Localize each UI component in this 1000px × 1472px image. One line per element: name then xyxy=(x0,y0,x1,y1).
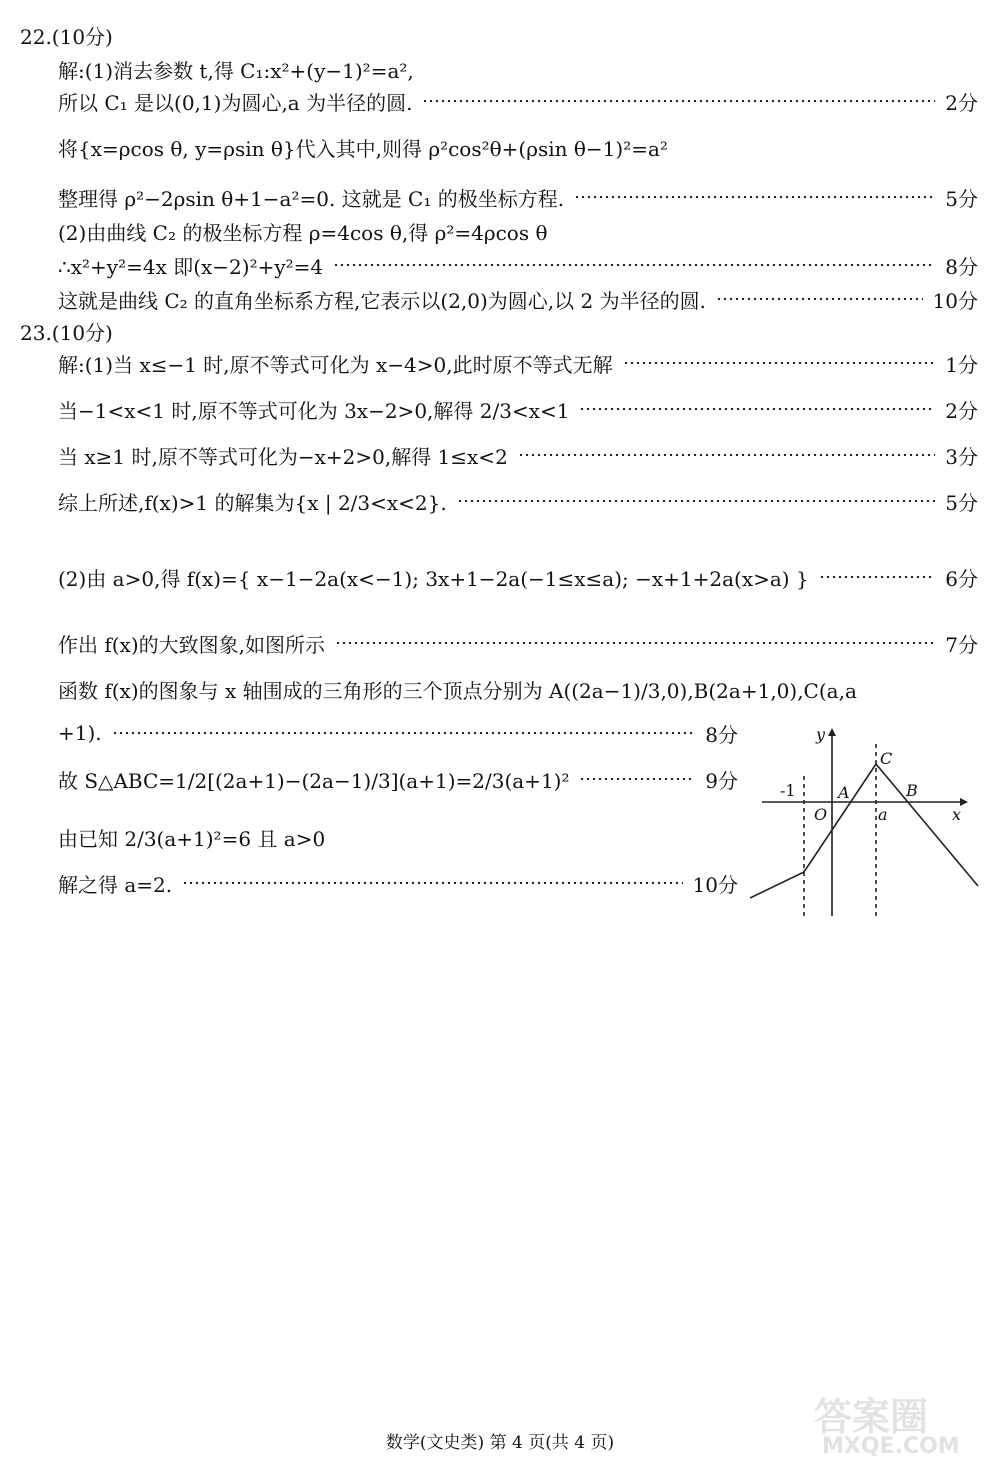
q23-line-8: +1). 8分 xyxy=(58,718,738,748)
score-label: 5分 xyxy=(945,490,978,515)
label-origin: O xyxy=(814,805,828,824)
score-label: 9分 xyxy=(705,768,738,793)
watermark-url: MXQE.COM xyxy=(822,1434,960,1459)
leader-dots xyxy=(716,298,923,300)
q23-line-2: 当−1<x<1 时,原不等式可化为 3x−2>0,解得 2/3<x<1 2分 xyxy=(58,394,978,424)
score-label: 2分 xyxy=(945,398,978,423)
label-x: x xyxy=(952,805,962,824)
leader-dots xyxy=(819,576,936,578)
y-axis-arrow xyxy=(828,728,836,736)
score-label: 5分 xyxy=(945,186,978,211)
score-label: 10分 xyxy=(932,288,978,313)
q23-line-5: (2)由 a>0,得 f(x)={ x−1−2a(x<−1); 3x+1−2a(−1≤x≤a); −x+1+2a(x>a) } 6分 xyxy=(58,562,978,592)
label-point-b: B xyxy=(906,781,918,800)
leader-dots xyxy=(574,196,935,198)
q22-line-5: (2)由曲线 C₂ 的极坐标方程 ρ=4cos θ,得 ρ²=4ρcos θ xyxy=(58,220,548,245)
leader-dots xyxy=(182,882,682,884)
q23-line-9: 故 S△ABC=1/2[(2a+1)−(2a−1)/3](a+1)=2/3(a+1)² 9分 xyxy=(58,764,738,794)
x-axis-arrow xyxy=(960,798,968,806)
leader-dots xyxy=(518,454,935,456)
q22-line-7: 这就是曲线 C₂ 的直角坐标系方程,它表示以(2,0)为圆心,以 2 为半径的圆. 10分 xyxy=(58,284,978,314)
score-label: 10分 xyxy=(692,872,738,897)
label-a: a xyxy=(878,805,888,824)
q22-line-2: 所以 C₁ 是以(0,1)为圆心,a 为半径的圆. 2分 xyxy=(58,86,978,116)
page-footer: 数学(文史类) 第 4 页(共 4 页) xyxy=(385,1433,615,1453)
score-label: 2分 xyxy=(945,90,978,115)
q23-line-3: 当 x≥1 时,原不等式可化为−x+2>0,解得 1≤x<2 3分 xyxy=(58,440,978,470)
site-watermark xyxy=(814,1386,990,1464)
label-neg-one: -1 xyxy=(780,781,796,800)
leader-dots xyxy=(422,100,935,102)
score-label: 3分 xyxy=(945,444,978,469)
watermark-title: 答案圈 xyxy=(814,1395,929,1439)
leader-dots xyxy=(333,264,935,266)
q22-line-1: 解:(1)消去参数 t,得 C₁:x²+(y−1)²=a², xyxy=(58,58,414,83)
q23-line-7: 函数 f(x)的图象与 x 轴围成的三角形的三个顶点分别为 A((2a−1)/3,0),B(2a+1,0),C(a,a xyxy=(58,678,857,703)
q22-line-6: ∴x²+y²=4x 即(x−2)²+y²=4 8分 xyxy=(58,250,978,280)
q23-line-4: 综上所述,f(x)>1 的解集为{x | 2/3<x<2}. 5分 xyxy=(58,486,978,516)
q22-line-4: 整理得 ρ²−2ρsin θ+1−a²=0. 这就是 C₁ 的极坐标方程. 5分 xyxy=(58,182,978,212)
q23-line-1: 解:(1)当 x≤−1 时,原不等式可化为 x−4>0,此时原不等式无解 1分 xyxy=(58,348,978,378)
q23-line-10: 由已知 2/3(a+1)²=6 且 a>0 xyxy=(58,826,326,851)
label-point-a: A xyxy=(838,783,850,802)
leader-dots xyxy=(335,642,935,644)
score-label: 8分 xyxy=(705,722,738,747)
leader-dots xyxy=(623,362,936,364)
leader-dots xyxy=(457,500,936,502)
q22-line-3: 将{x=ρcos θ, y=ρsin θ}代入其中,则得 ρ²cos²θ+(ρsin θ−1)²=a² xyxy=(58,136,668,161)
label-point-c: C xyxy=(880,749,893,768)
q23-line-11: 解之得 a=2. 10分 xyxy=(58,868,738,898)
q22-header: 22.(10分) xyxy=(20,24,113,49)
leader-dots xyxy=(112,732,696,734)
score-label: 1分 xyxy=(945,352,978,377)
label-y: y xyxy=(816,726,826,744)
score-label: 7分 xyxy=(945,632,978,657)
score-label: 8分 xyxy=(945,254,978,279)
q23-line-6: 作出 f(x)的大致图象,如图所示 7分 xyxy=(58,628,978,658)
score-label: 6分 xyxy=(945,566,978,591)
q23-header: 23.(10分) xyxy=(20,320,113,345)
leader-dots xyxy=(579,778,695,780)
leader-dots xyxy=(579,408,935,410)
function-graph-figure xyxy=(750,726,980,920)
